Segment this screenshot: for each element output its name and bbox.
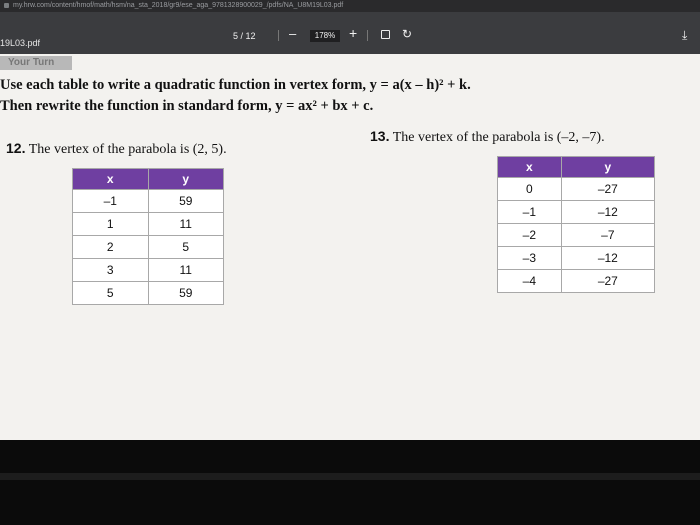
url-text: my.hrw.com/content/hmof/math/hsm/na_sta_2018/gr9/ese_aga_9781328900029_/pdfs/NA_U8M19L03.pdf bbox=[13, 2, 344, 9]
download-icon[interactable]: ⤓ bbox=[682, 28, 688, 42]
table-cell: 2 bbox=[73, 236, 149, 259]
toolbar-separator bbox=[278, 30, 279, 41]
table-cell: –7 bbox=[561, 224, 654, 247]
table-cell: 59 bbox=[148, 190, 224, 213]
table-cell: 5 bbox=[148, 236, 224, 259]
table-cell: 1 bbox=[73, 213, 149, 236]
lock-icon bbox=[4, 3, 9, 8]
table-cell: –4 bbox=[498, 270, 562, 293]
problem-12 bbox=[6, 140, 227, 158]
table-cell: 11 bbox=[148, 259, 224, 282]
table-cell: –27 bbox=[561, 270, 654, 293]
instruction-line-2: Then rewrite the function in standard form, y = ax² + bx + c. bbox=[0, 98, 374, 114]
table-row bbox=[73, 236, 224, 259]
table-row bbox=[498, 178, 655, 201]
table-row bbox=[498, 201, 655, 224]
table-row bbox=[73, 190, 224, 213]
table-cell: –3 bbox=[498, 247, 562, 270]
rotate-icon[interactable]: ↻ bbox=[402, 27, 413, 41]
screen-bottom-area bbox=[0, 440, 700, 525]
toolbar-separator bbox=[367, 30, 368, 41]
address-bar[interactable] bbox=[0, 0, 700, 12]
table-cell: –12 bbox=[561, 247, 654, 270]
zoom-level-input[interactable]: 178% bbox=[310, 30, 340, 42]
table-problem-13 bbox=[497, 156, 655, 293]
table-row bbox=[73, 213, 224, 236]
table-cell: 11 bbox=[148, 213, 224, 236]
table-header-x: x bbox=[73, 169, 149, 190]
fit-page-icon[interactable] bbox=[381, 30, 390, 39]
problem-text: The vertex of the parabola is (–2, –7). bbox=[392, 130, 605, 145]
table-cell: –1 bbox=[498, 201, 562, 224]
table-header-x: x bbox=[498, 157, 562, 178]
instruction-line-1: Use each table to write a quadratic function in vertex form, y = a(x – h)² + k. bbox=[0, 77, 471, 93]
table-row bbox=[73, 259, 224, 282]
table-cell: 5 bbox=[73, 282, 149, 305]
problem-number: 13. bbox=[370, 128, 390, 144]
pdf-toolbar bbox=[0, 12, 700, 54]
your-turn-banner: Your Turn bbox=[0, 56, 72, 70]
table-row bbox=[498, 247, 655, 270]
table-row bbox=[73, 282, 224, 305]
table-cell: –1 bbox=[73, 190, 149, 213]
table-problem-12 bbox=[72, 168, 224, 305]
page-current[interactable]: 5 bbox=[233, 31, 239, 41]
table-cell: 0 bbox=[498, 178, 562, 201]
problem-13 bbox=[370, 128, 605, 146]
zoom-in-button[interactable]: + bbox=[349, 25, 358, 41]
pdf-page bbox=[0, 54, 700, 440]
table-header-y: y bbox=[148, 169, 224, 190]
table-header-y: y bbox=[561, 157, 654, 178]
bottom-strip bbox=[0, 473, 700, 480]
problem-text: The vertex of the parabola is (2, 5). bbox=[28, 142, 227, 157]
page-counter[interactable] bbox=[233, 31, 256, 41]
problem-number: 12. bbox=[6, 140, 26, 156]
zoom-out-button[interactable]: – bbox=[289, 26, 297, 41]
table-cell: 59 bbox=[148, 282, 224, 305]
table-cell: –12 bbox=[561, 201, 654, 224]
page-total: / 12 bbox=[240, 31, 256, 41]
file-name: 19L03.pdf bbox=[0, 38, 41, 48]
table-cell: –2 bbox=[498, 224, 562, 247]
table-row bbox=[498, 270, 655, 293]
table-row bbox=[498, 224, 655, 247]
table-cell: –27 bbox=[561, 178, 654, 201]
table-cell: 3 bbox=[73, 259, 149, 282]
